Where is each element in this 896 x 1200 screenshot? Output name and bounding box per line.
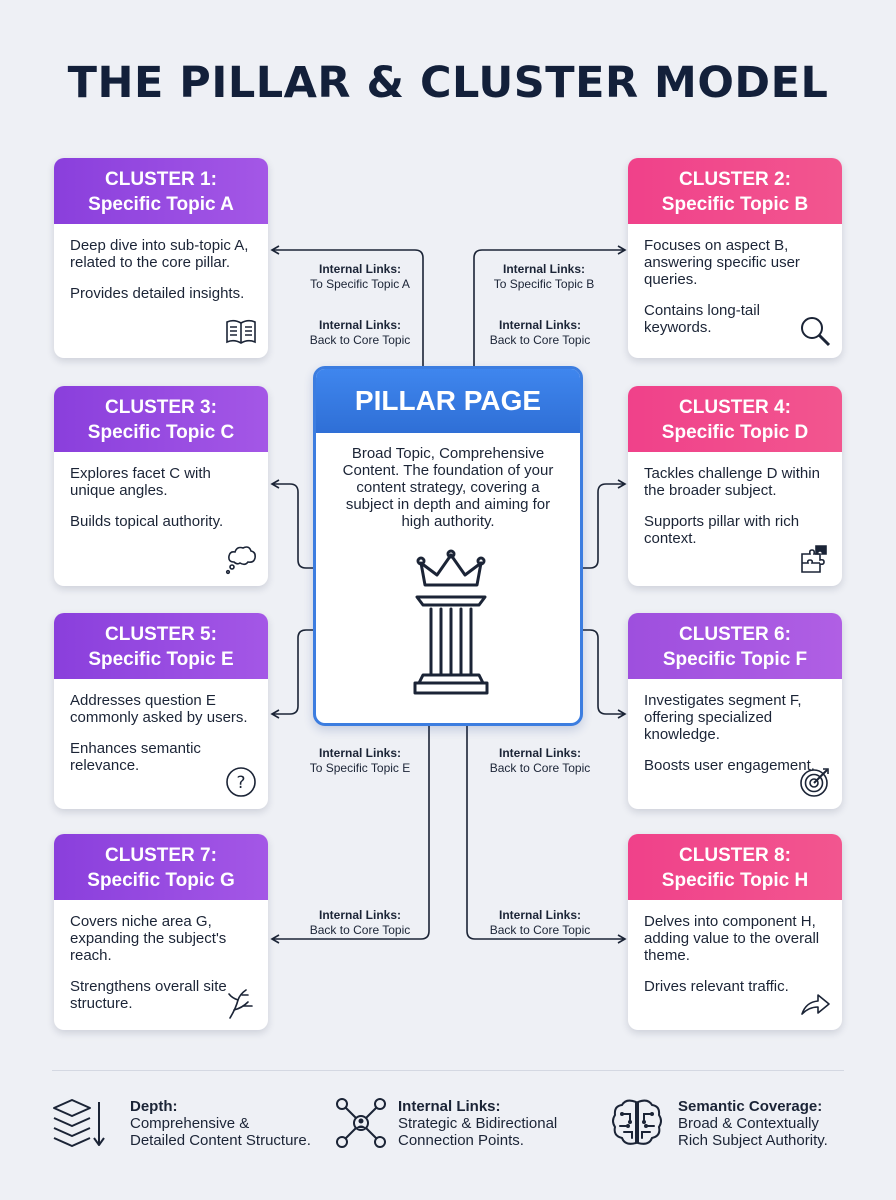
footer-line: Strategic & Bidirectional (398, 1115, 558, 1132)
cluster-card-4 (628, 386, 842, 586)
cluster-text: Enhances semantic relevance. (70, 740, 201, 774)
cluster-topic: Specific Topic D (661, 422, 809, 443)
footer-line: Rich Subject Authority. (678, 1132, 828, 1149)
cluster-text: Delves into component H, adding value to the overall theme. (644, 913, 820, 964)
link-label: Internal Links: To Specific Topic B (493, 262, 595, 291)
crowned-column-icon (411, 549, 491, 701)
footer-line: Comprehensive & (130, 1115, 250, 1132)
cluster-topic: Specific Topic B (661, 194, 809, 215)
link-line-cluster-5 (272, 630, 313, 714)
footer-line: Connection Points. (398, 1132, 524, 1149)
cluster-text: Deep dive into sub-topic A, related to the core pillar. (70, 237, 249, 271)
cluster-name: CLUSTER 7: (105, 845, 217, 866)
cluster-card-5 (54, 613, 268, 809)
cluster-topic: Specific Topic C (87, 422, 235, 443)
page-title: THE PILLAR & CLUSTER MODEL (67, 58, 829, 108)
link-line-cluster-6 (583, 630, 625, 714)
link-label: Internal Links: To Specific Topic E (309, 746, 411, 775)
pillar-page-card (313, 366, 583, 726)
branch-icon (224, 986, 258, 1020)
cluster-text: Addresses question E commonly asked by users. (70, 692, 248, 726)
cluster-topic: Specific Topic G (87, 870, 235, 891)
pillar-description: Broad Topic, Comprehensive Content. The foundation of your content strategy, covering a subject in depth and aiming for high authority. (342, 445, 554, 530)
link-label: Internal Links: To Specific Topic A (310, 262, 410, 291)
cluster-text: Supports pillar with rich context. (644, 513, 800, 547)
link-line-cluster-3 (272, 484, 313, 568)
link-label: Internal Links: Back to Core Topic (309, 908, 411, 937)
cluster-text: Explores facet C with unique angles. (70, 465, 211, 499)
cluster-name: CLUSTER 2: (679, 169, 791, 190)
footer-title: Semantic Coverage: (678, 1098, 823, 1115)
cluster-topic: Specific Topic E (88, 649, 234, 670)
cluster-card-2 (628, 158, 842, 358)
link-label: Internal Links: Back to Core Topic (309, 318, 411, 347)
cluster-topic: Specific Topic F (662, 649, 808, 670)
footer-divider (52, 1070, 844, 1071)
link-label: Internal Links: Back to Core Topic (489, 318, 591, 347)
share-arrow-icon (798, 986, 832, 1020)
network-nodes-icon (334, 1096, 388, 1150)
footer-line: Detailed Content Structure. (130, 1132, 311, 1149)
cluster-text: Investigates segment F, offering specialized knowledge. (644, 692, 802, 743)
cluster-name: CLUSTER 8: (679, 845, 791, 866)
cluster-name: CLUSTER 1: (105, 169, 217, 190)
footer-line: Broad & Contextually (678, 1115, 819, 1132)
cluster-card-8 (628, 834, 842, 1030)
stacked-layers-icon (52, 1096, 106, 1150)
link-label: Internal Links: Back to Core Topic (489, 908, 591, 937)
cluster-text: Tackles challenge D within the broader subject. (644, 465, 820, 499)
cluster-text: Drives relevant traffic. (644, 978, 789, 995)
cluster-text: Focuses on aspect B, answering specific user queries. (644, 237, 800, 288)
cluster-text: Provides detailed insights. (70, 285, 245, 302)
cluster-card-3 (54, 386, 268, 586)
cluster-topic: Specific Topic H (661, 870, 809, 891)
cluster-text: Boosts user engagement. (644, 757, 815, 774)
target-icon (798, 765, 832, 799)
thought-bubble-icon (224, 542, 258, 576)
puzzle-icon (798, 542, 832, 576)
cluster-text: Contains long-tail keywords. (644, 302, 760, 336)
link-line-cluster-4 (583, 484, 625, 568)
cluster-text: Strengthens overall site structure. (70, 978, 227, 1012)
brain-icon (610, 1096, 664, 1150)
pillar-title: PILLAR PAGE (316, 369, 580, 433)
cluster-name: CLUSTER 3: (105, 397, 217, 418)
svg-text:?: ? (236, 773, 246, 793)
cluster-card-1 (54, 158, 268, 358)
cluster-text: Builds topical authority. (70, 513, 224, 530)
footer-title: Depth: (130, 1098, 178, 1115)
magnifier-icon (798, 314, 832, 348)
cluster-name: CLUSTER 4: (679, 397, 791, 418)
question-icon (224, 765, 258, 799)
cluster-card-6 (628, 613, 842, 809)
cluster-card-7 (54, 834, 268, 1030)
cluster-name: CLUSTER 5: (105, 624, 217, 645)
cluster-text: Covers niche area G, expanding the subject's reach. (70, 913, 227, 964)
link-label: Internal Links: Back to Core Topic (489, 746, 591, 775)
cluster-name: CLUSTER 6: (679, 624, 791, 645)
cluster-topic: Specific Topic A (88, 194, 234, 215)
footer-title: Internal Links: (398, 1098, 501, 1115)
book-icon (224, 314, 258, 348)
